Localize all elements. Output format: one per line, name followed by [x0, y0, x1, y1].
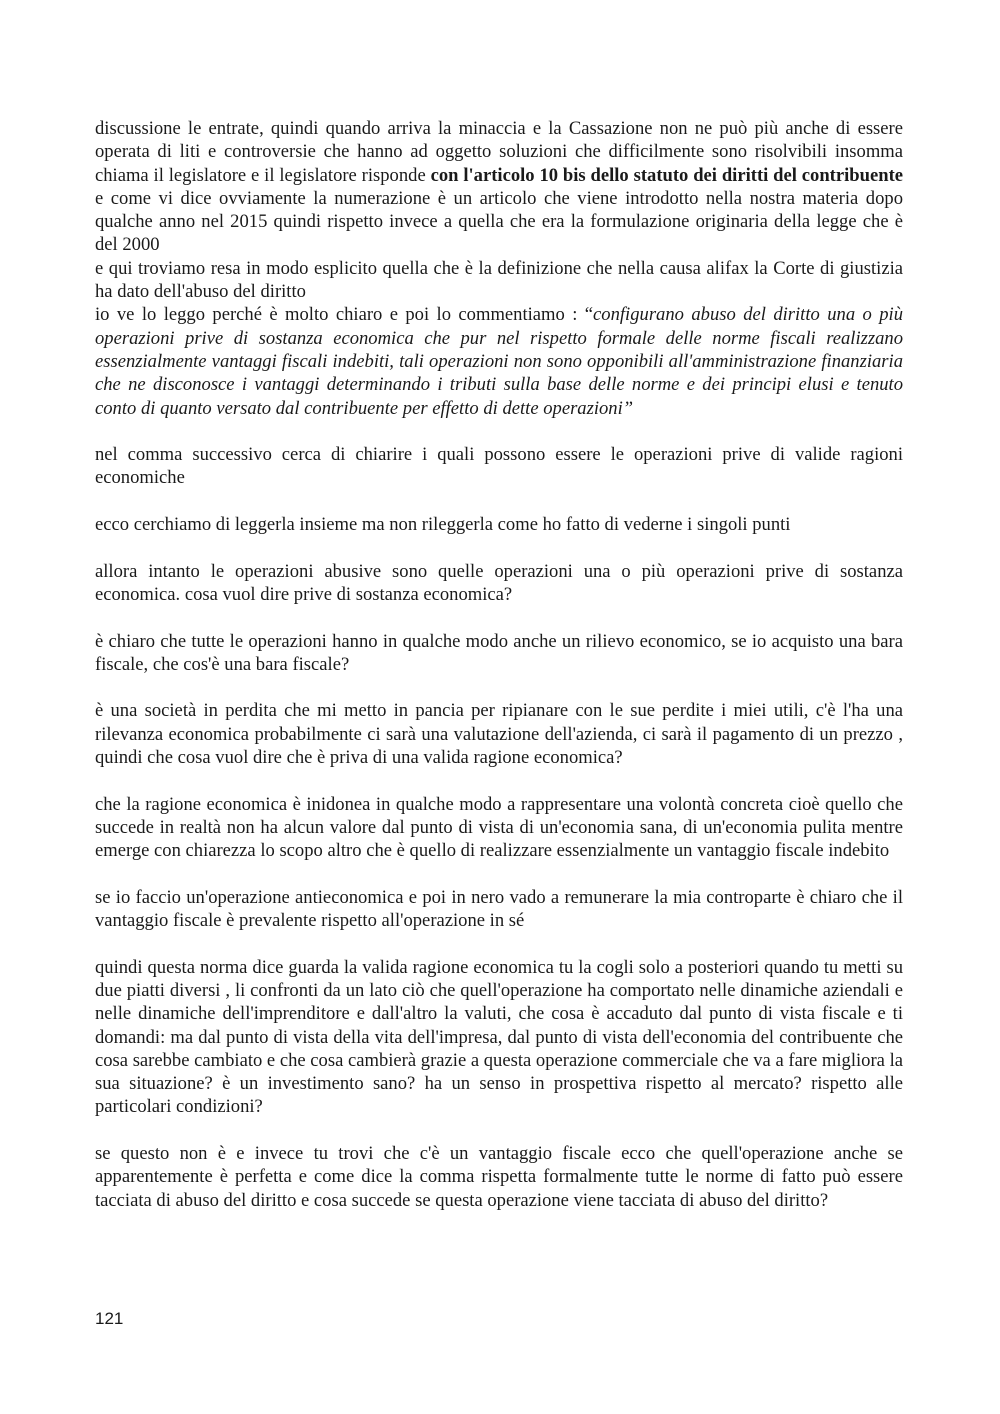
document-body — [95, 117, 903, 1212]
paragraph-10: se io faccio un'operazione antieconomica e poi in nero vado a remunerare la mia controparte è chiaro che il vantaggio fiscale è prevalente rispetto all'operazione in sé — [95, 886, 903, 932]
paragraph-6: allora intanto le operazioni abusive sono quelle operazioni una o più operazioni prive di sostanza economica. cosa vuol dire prive di sostanza economica? — [95, 560, 903, 605]
paragraph-3-quote: configurano abuso del diritto una o più operazioni prive di sostanza economica che pur nel rispetto formale delle norme fiscali realizzano essenzialmente vantaggi fiscali indebiti, tali operazioni non sono opponibili all'amministrazione finanziaria che ne disconosce i vantaggi determinando i tributi sulla base delle norme e dei principi elusi e tenuto conto di quanto versato dal contribuente per effetto di dette operazioni” — [95, 304, 903, 419]
paragraph-7: è chiaro che tutte le operazioni hanno in qualche modo anche un rilievo economico, se io acquisto una bara fiscale, che cos'è una bara fiscale? — [95, 630, 903, 675]
paragraph-1-bold-reference: con l'articolo 10 bis dello statuto dei diritti del contribuente — [430, 164, 904, 186]
paragraph-2: e qui troviamo resa in modo esplicito quella che è la definizione che nella causa alifax la Corte di giustizia ha dato dell'abuso del diritto — [95, 257, 903, 303]
paragraph-12: se questo non è e invece tu trovi che c'è un vantaggio fiscale ecco che quell'operazione anche se apparentemente è perfetta e come dice la comma rispetta formalmente tutte le norme di fatto può essere tacciata di abuso del diritto e cosa succede se questa operazione viene tacciata di abuso del diritto? — [95, 1143, 903, 1211]
paragraph-8: è una società in perdita che mi metto in pancia per ripianare con le sue perdite i miei utili, c'è l'ha una rilevanza economica probabilmente ci sarà una valutazione dell'azienda, ci sarà il pagamento di un prezzo , quindi che cosa vuol dire che è priva di una valida ragione economica? — [95, 700, 903, 769]
paragraph-4: nel comma successivo cerca di chiarire i quali possono essere le operazioni prive di valide ragioni economiche — [95, 444, 903, 489]
paragraph-3-intro: io ve lo leggo perché è molto chiaro e poi lo commentiamo : “ — [95, 304, 594, 326]
paragraph-9: che la ragione economica è inidonea in qualche modo a rappresentare una volontà concreta cioè quello che succede in realtà non ha alcun valore dal punto di vista di un'economia sana, di un'economia pulita mentre emerge con chiarezza lo scopo altro che è quello di realizzare essenzialmente un vantaggio fiscale indebito — [95, 793, 903, 862]
paragraph-3 — [95, 303, 903, 419]
paragraph-5: ecco cerchiamo di leggerla insieme ma non rileggerla come ho fatto di vederne i singoli punti — [95, 514, 791, 536]
paragraph-1 — [95, 117, 903, 257]
paragraph-1-text-c: e come vi dice ovviamente la numerazione è un articolo che viene introdotto nella nostra materia dopo qualche anno nel 2015 quindi rispetto invece a quella che era la formulazione originaria della legge che è del 2000 — [95, 187, 903, 256]
paragraph-1-text-a: discussione le entrate, quindi quando arriva la minaccia e la Cassazione non ne può più anche di essere operata di liti e controversie che hanno ad oggetto soluzioni che difficilmente sono risolvibili insomma chiama il legislatore e il legislatore risponde — [95, 118, 903, 186]
page-number: 121 — [95, 1309, 124, 1328]
paragraph-11: quindi questa norma dice guarda la valida ragione economica tu la cogli solo a posteriori quando tu metti su due piatti diversi , li confronti da un lato ciò che quell'operazione ha comportato nelle dinamiche aziendali e nelle dinamiche dell'imprenditore e dall'altro la valuti, che cosa è accaduto dal punto di vista fiscale e ti domandi: ma dal punto di vista della vita dell'impresa, dal punto di vista dell'economia del contribuente che cosa sarebbe cambiato e che cosa cambierà grazie a questa operazione commerciale che va a fare migliora la sua situazione? è un investimento sano? ha un senso in prospettiva rispetto al mercato? rispetto alle particolari condizioni? — [95, 956, 903, 1118]
